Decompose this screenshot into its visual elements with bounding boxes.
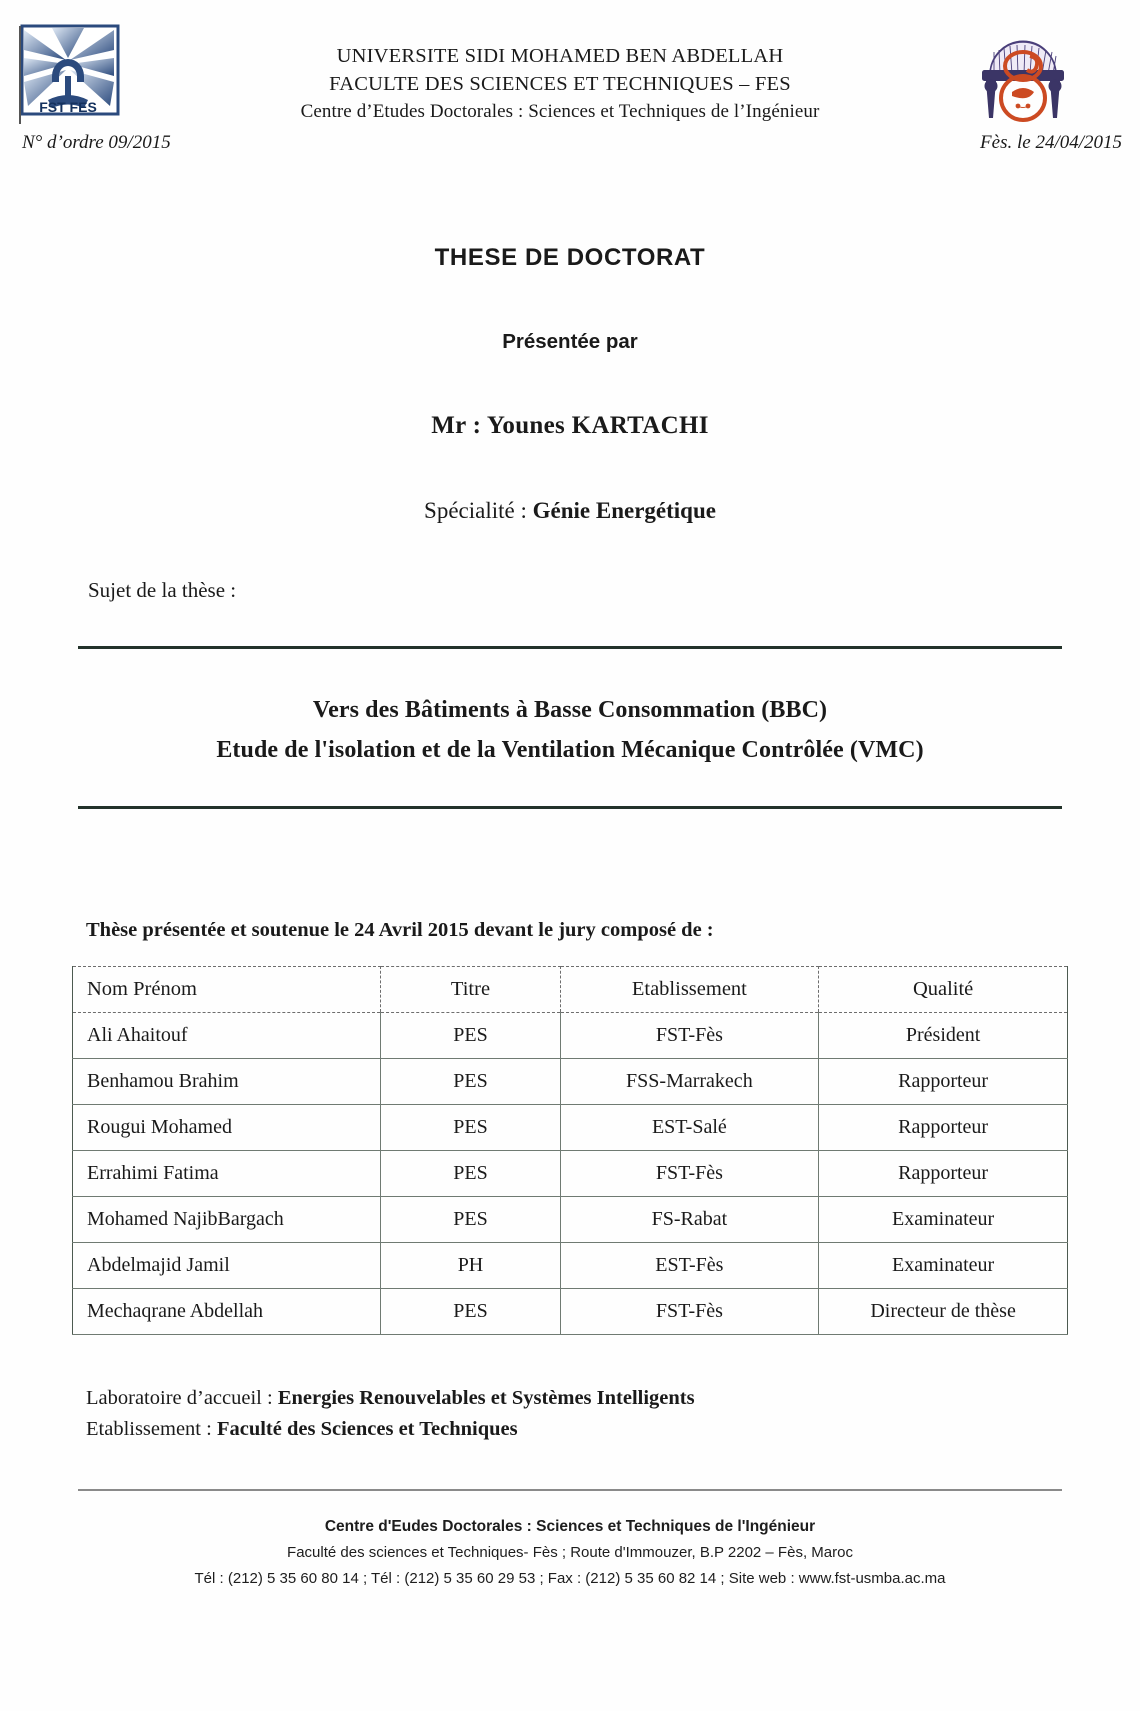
cell-qualite: Examinateur	[819, 1243, 1068, 1289]
footer-address: Faculté des sciences et Techniques- Fès ; Route d'Immouzer, B.P 2202 – Fès, Maroc	[287, 1543, 853, 1561]
cell-etablissement: EST-Salé	[560, 1105, 819, 1151]
order-number: N° d’ordre 09/2015	[22, 132, 171, 153]
host-laboratory-label: Laboratoire d’accueil :	[86, 1387, 278, 1410]
cell-qualite: Examinateur	[819, 1197, 1068, 1243]
cell-nom: Benhamou Brahim	[73, 1059, 381, 1105]
table-row	[73, 1105, 1068, 1151]
cell-nom: Abdelmajid Jamil	[73, 1243, 381, 1289]
place-date: Fès. le 24/04/2015	[980, 132, 1122, 153]
table-row	[73, 1243, 1068, 1289]
usmba-university-logo	[968, 18, 1078, 130]
author-name: Mr : Younes KARTACHI	[431, 412, 709, 439]
table-row	[73, 1197, 1068, 1243]
table-row	[73, 1289, 1068, 1335]
presented-by-label: Présentée par	[502, 330, 638, 353]
cell-titre: PES	[381, 1105, 560, 1151]
page-footer	[0, 1513, 1140, 1593]
university-heading	[170, 42, 950, 125]
institution-line	[86, 1414, 1140, 1445]
cell-titre: PES	[381, 1197, 560, 1243]
column-header-qualite: Qualité	[819, 967, 1068, 1013]
cell-etablissement: FST-Fès	[560, 1013, 819, 1059]
cell-qualite: Directeur de thèse	[819, 1289, 1068, 1335]
document-type-title: THESE DE DOCTORAT	[434, 244, 706, 271]
fst-fes-logo	[8, 20, 128, 125]
subject-line-2: Etude de l'isolation et de la Ventilation Mécanique Contrôlée (VMC)	[216, 736, 924, 763]
subject-line-1: Vers des Bâtiments à Basse Consommation (BBC)	[312, 697, 828, 723]
order-date-row	[0, 132, 1140, 172]
footer-contact: Tél : (212) 5 35 60 80 14 ; Tél : (212) 5 35 60 29 53 ; Fax : (212) 5 35 60 82 14 ; Site web : www.fst-usmba.ac.ma	[194, 1570, 946, 1588]
subject-label: Sujet de la thèse :	[88, 578, 237, 602]
cell-etablissement: EST-Fès	[560, 1243, 819, 1289]
jury-intro-text: Thèse présentée et soutenue le 24 Avril 2015 devant le jury composé de :	[86, 919, 714, 942]
specialty-value: Génie Energétique	[532, 498, 716, 523]
specialty-line	[0, 498, 1140, 524]
column-header-nom: Nom Prénom	[73, 967, 381, 1013]
cell-etablissement: FST-Fès	[560, 1151, 819, 1197]
specialty-label: Spécialité :	[424, 498, 533, 523]
cell-nom: Mechaqrane Abdellah	[73, 1289, 381, 1335]
cell-etablissement: FST-Fès	[560, 1289, 819, 1335]
lab-info-block	[86, 1383, 1140, 1445]
table-row	[73, 1059, 1068, 1105]
footer-divider	[78, 1489, 1062, 1491]
column-header-etablissement: Etablissement	[560, 967, 819, 1013]
subject-rule-bottom	[78, 806, 1062, 809]
cell-titre: PES	[381, 1013, 560, 1059]
doctoral-center-line: Centre d’Etudes Doctorales : Sciences et Techniques de l’Ingénieur	[300, 100, 820, 122]
subject-box	[0, 649, 1140, 806]
cell-titre: PES	[381, 1151, 560, 1197]
cell-nom: Ali Ahaitouf	[73, 1013, 381, 1059]
table-row	[73, 1013, 1068, 1059]
table-header-row	[73, 967, 1068, 1013]
column-header-titre: Titre	[381, 967, 560, 1013]
footer-center-name: Centre d'Eudes Doctorales : Sciences et Techniques de l'Ingénieur	[324, 1517, 816, 1535]
cell-qualite: Rapporteur	[819, 1059, 1068, 1105]
university-name-line: UNIVERSITE SIDI MOHAMED BEN ABDELLAH	[336, 45, 784, 67]
cell-qualite: Rapporteur	[819, 1151, 1068, 1197]
faculty-name-line: FACULTE DES SCIENCES ET TECHNIQUES – FES	[329, 73, 791, 96]
cell-titre: PH	[381, 1243, 560, 1289]
jury-table-wrapper	[72, 966, 1068, 1335]
jury-table	[72, 966, 1068, 1335]
table-row	[73, 1151, 1068, 1197]
fst-fes-logo-text: FST FES	[39, 99, 97, 115]
page-header	[0, 0, 1140, 130]
jury-table-body	[73, 1013, 1068, 1335]
title-block	[0, 244, 1140, 524]
cell-nom: Rougui Mohamed	[73, 1105, 381, 1151]
cell-qualite: Rapporteur	[819, 1105, 1068, 1151]
host-laboratory-line	[86, 1383, 1140, 1414]
host-laboratory-value: Energies Renouvelables et Systèmes Intelligents	[277, 1387, 695, 1410]
cell-nom: Errahimi Fatima	[73, 1151, 381, 1197]
cell-etablissement: FS-Rabat	[560, 1197, 819, 1243]
institution-value: Faculté des Sciences et Techniques	[216, 1417, 518, 1440]
cell-titre: PES	[381, 1059, 560, 1105]
cell-nom: Mohamed NajibBargach	[73, 1197, 381, 1243]
institution-label: Etablissement :	[86, 1417, 217, 1440]
cell-qualite: Président	[819, 1013, 1068, 1059]
cell-titre: PES	[381, 1289, 560, 1335]
cell-etablissement: FSS-Marrakech	[560, 1059, 819, 1105]
